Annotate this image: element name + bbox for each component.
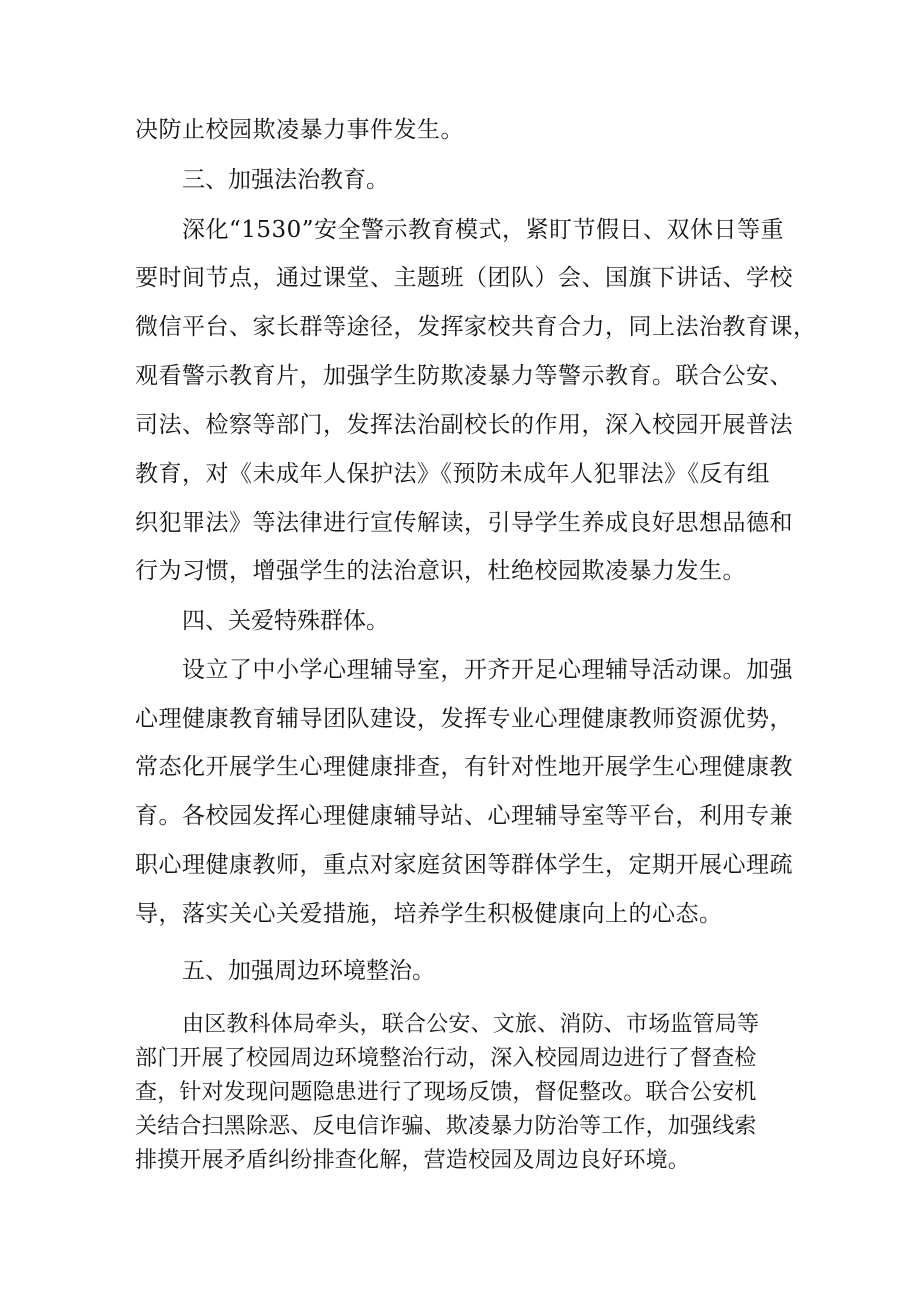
paragraph-line: 微信平台、家长群等途径，发挥家校共育合力，同上法治教育课， <box>135 314 817 340</box>
paragraph-line: 职心理健康教师，重点对家庭贫困等群体学生，定期开展心理疏 <box>135 852 793 878</box>
section-3-heading: 三、加强法治教育。 <box>182 167 389 193</box>
paragraph-line: 行为习惯，增强学生的法治意识，杜绝校园欺凌暴力发生。 <box>135 558 746 584</box>
paragraph-line: 要时间节点，通过课堂、主题班（团队）会、国旗下讲话、学校 <box>135 265 793 291</box>
paragraph-line: 心理健康教育辅导团队建设，发挥专业心理健康教师资源优势， <box>135 706 793 732</box>
paragraph-line: 司法、检察等部门，发挥法治副校长的作用，深入校园开展普法 <box>135 412 793 438</box>
paragraph-line: 由区教科体局牵头，联合公安、文旅、消防、市场监管局等 <box>182 1012 760 1037</box>
paragraph-line: 教育，对《未成年人保护法》《预防未成年人犯罪法》《反有组 <box>135 461 770 487</box>
paragraph-line: 设立了中小学心理辅导室，开齐开足心理辅导活动课。加强 <box>182 657 793 683</box>
section-5-heading: 五、加强周边环境整治。 <box>182 958 435 984</box>
paragraph-line: 深化“1530”安全警示教育模式，紧盯节假日、双休日等重 <box>182 217 785 243</box>
paragraph-line: 部门开展了校园周边环境整治行动，深入校园周边进行了督查检 <box>135 1046 757 1071</box>
paragraph-line: 育。各校园发挥心理健康辅导站、心理辅导室等平台，利用专兼 <box>135 803 793 829</box>
paragraph-line: 决防止校园欺凌暴力事件发生。 <box>135 117 464 143</box>
paragraph-line: 导，落实关心关爱措施，培养学生积极健康向上的心态。 <box>135 901 723 927</box>
paragraph-line: 查，针对发现问题隐患进行了现场反馈，督促整改。联合公安机 <box>135 1080 757 1105</box>
paragraph-line: 织犯罪法》等法律进行宣传解读，引导学生养成良好思想品德和 <box>135 510 793 536</box>
paragraph-line: 常态化开展学生心理健康排查，有针对性地开展学生心理健康教 <box>135 754 793 780</box>
paragraph-line: 排摸开展矛盾纠纷排查化解，营造校园及周边良好环境。 <box>135 1148 691 1173</box>
paragraph-line: 关结合扫黑除恶、反电信诈骗、欺凌暴力防治等工作，加强线索 <box>135 1114 757 1139</box>
paragraph-line: 观看警示教育片，加强学生防欺凌暴力等警示教育。联合公安、 <box>135 363 793 389</box>
section-4-heading: 四、关爱特殊群体。 <box>182 608 389 634</box>
